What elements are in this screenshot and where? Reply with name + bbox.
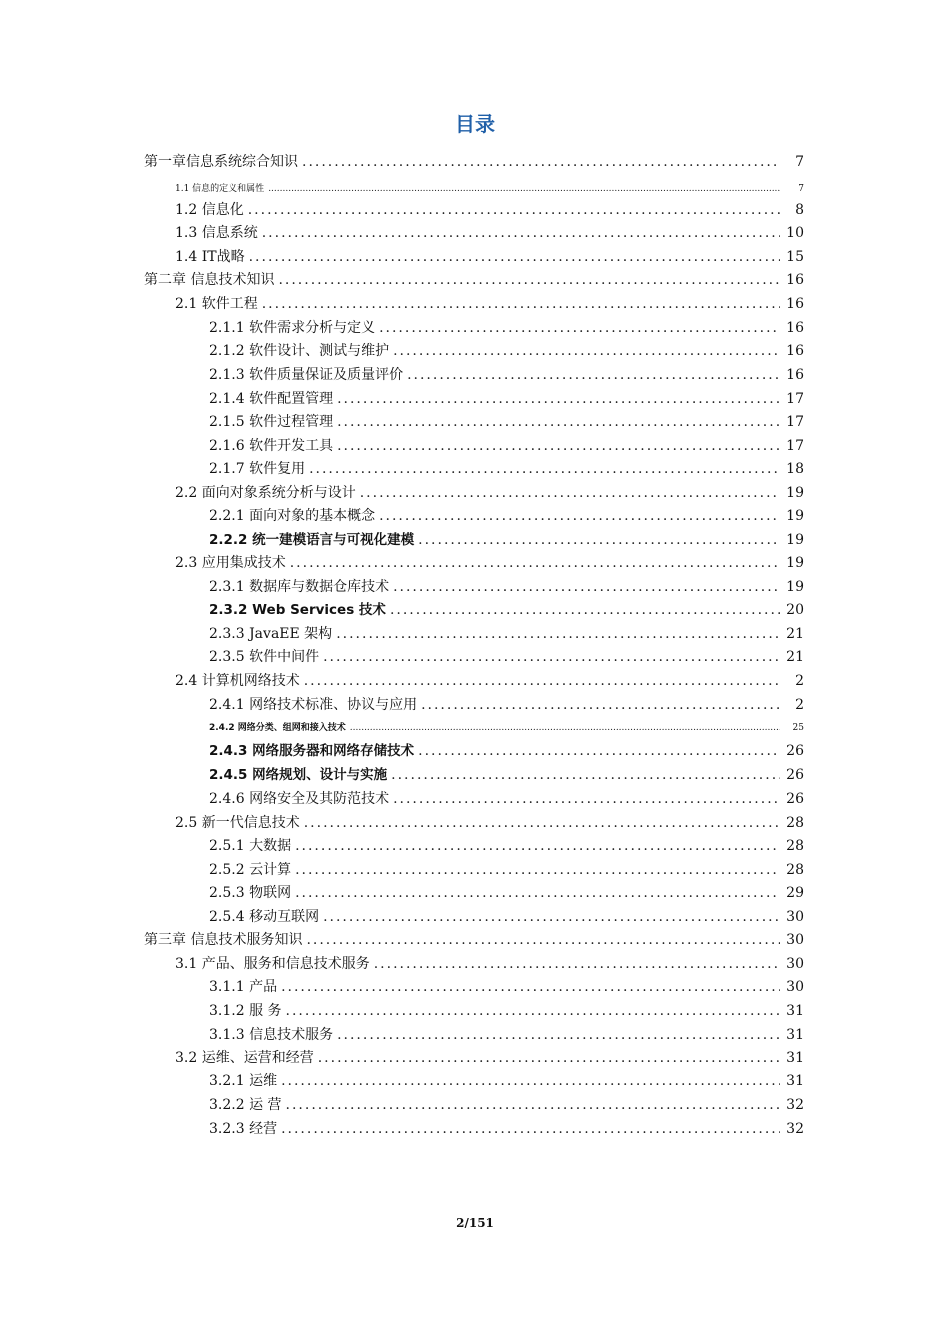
toc-leader-dots xyxy=(290,554,780,572)
toc-entry-label: 2.1.1 软件需求分析与定义 xyxy=(209,320,376,336)
toc-entry-page: 19 xyxy=(786,555,804,571)
toc-leader-dots xyxy=(418,531,780,549)
toc-entry-label: 2.5 新一代信息技术 xyxy=(175,815,300,831)
toc-entry-label: 3.1 产品、服务和信息技术服务 xyxy=(175,956,370,972)
toc-entry[interactable] xyxy=(175,291,804,313)
toc-entry-page: 19 xyxy=(786,485,804,501)
toc-entry-page: 29 xyxy=(786,885,804,901)
toc-entry[interactable] xyxy=(209,833,804,855)
toc-entry-label: 2.5.2 云计算 xyxy=(209,862,292,878)
toc-entry-page: 17 xyxy=(786,438,804,454)
toc-entry-label: 2.5.4 移动互联网 xyxy=(209,909,320,925)
toc-entry-page: 20 xyxy=(786,602,804,618)
toc-entry[interactable] xyxy=(209,738,804,760)
toc-entry-label: 1.4 IT战略 xyxy=(175,249,245,265)
toc-entry[interactable] xyxy=(144,149,804,171)
toc-leader-dots xyxy=(350,722,780,734)
toc-entry-page: 28 xyxy=(786,815,804,831)
page-number-footer: 2/151 xyxy=(456,1216,494,1230)
toc-entry[interactable] xyxy=(144,179,804,195)
toc-entry-page: 30 xyxy=(786,932,804,948)
toc-entry[interactable] xyxy=(209,644,804,666)
toc-leader-dots xyxy=(286,1096,780,1114)
toc-entry-page: 30 xyxy=(786,956,804,972)
toc-entry-label: 3.1.2 服 务 xyxy=(209,1003,282,1019)
toc-leader-dots xyxy=(304,672,780,690)
toc-leader-dots xyxy=(390,601,780,619)
toc-entry-page: 16 xyxy=(786,320,804,336)
toc-entry[interactable] xyxy=(175,810,804,832)
toc-entry-page: 2 xyxy=(795,697,804,713)
toc-entry[interactable] xyxy=(209,692,804,714)
toc-entry-label: 3.1.3 信息技术服务 xyxy=(209,1027,334,1043)
toc-leader-dots xyxy=(379,507,780,525)
toc-entry-page: 30 xyxy=(786,909,804,925)
toc-leader-dots xyxy=(391,766,780,784)
toc-entry[interactable] xyxy=(144,267,804,289)
toc-leader-dots xyxy=(262,295,780,313)
toc-leader-dots xyxy=(295,861,780,879)
toc-entry[interactable] xyxy=(209,597,804,619)
toc-entry[interactable] xyxy=(144,927,804,949)
toc-leader-dots xyxy=(304,814,780,832)
toc-leader-dots xyxy=(295,884,780,902)
toc-entry[interactable] xyxy=(175,480,804,502)
toc-entry-page: 16 xyxy=(786,296,804,312)
toc-entry-label: 1.3 信息系统 xyxy=(175,225,258,241)
toc-entry[interactable] xyxy=(209,456,804,478)
toc-entry-page: 8 xyxy=(795,202,804,218)
toc-entry-label: 2.4.1 网络技术标准、协议与应用 xyxy=(209,697,418,713)
toc-entry-page: 28 xyxy=(786,838,804,854)
toc-entry[interactable] xyxy=(209,386,804,408)
toc-entry[interactable] xyxy=(175,668,804,690)
toc-entry-label: 2.3.1 数据库与数据仓库技术 xyxy=(209,579,390,595)
toc-leader-dots xyxy=(318,1049,780,1067)
toc-entry[interactable] xyxy=(175,951,804,973)
toc-entry-label: 2.1.5 软件过程管理 xyxy=(209,414,334,430)
toc-entry[interactable] xyxy=(209,621,804,643)
toc-entry-label: 2.4.5 网络规划、设计与实施 xyxy=(209,767,388,783)
toc-entry-page: 19 xyxy=(786,579,804,595)
toc-entry[interactable] xyxy=(175,1045,804,1067)
toc-entry[interactable] xyxy=(209,433,804,455)
toc-entry-page: 21 xyxy=(786,649,804,665)
toc-entry-label: 2.1 软件工程 xyxy=(175,296,258,312)
toc-entry-label: 2.3 应用集成技术 xyxy=(175,555,286,571)
toc-entry[interactable] xyxy=(209,718,804,734)
toc-leader-dots xyxy=(337,437,780,455)
toc-leader-dots xyxy=(407,366,780,384)
toc-entry-page: 15 xyxy=(786,249,804,265)
toc-leader-dots xyxy=(379,319,780,337)
toc-leader-dots xyxy=(286,1002,780,1020)
toc-entry-page: 32 xyxy=(786,1097,804,1113)
toc-entry[interactable] xyxy=(209,1068,804,1090)
toc-leader-dots xyxy=(360,484,780,502)
toc-entry[interactable] xyxy=(209,1092,804,1114)
toc-leader-dots xyxy=(323,648,780,666)
toc-entry-label: 2.3.2 Web Services 技术 xyxy=(209,602,386,618)
toc-entry-page: 7 xyxy=(795,154,804,170)
toc-entry[interactable] xyxy=(209,786,804,808)
toc-entry[interactable] xyxy=(209,762,804,784)
toc-entry-label: 第三章 信息技术服务知识 xyxy=(144,932,303,948)
toc-entry-page: 30 xyxy=(786,979,804,995)
toc-entry-page: 10 xyxy=(786,225,804,241)
toc-entry[interactable] xyxy=(209,574,804,596)
toc-entry-label: 2.1.2 软件设计、测试与维护 xyxy=(209,343,390,359)
toc-leader-dots xyxy=(249,248,780,266)
toc-entry-page: 26 xyxy=(786,791,804,807)
toc-leader-dots xyxy=(278,271,780,289)
toc-entry-page: 17 xyxy=(786,391,804,407)
toc-entry-page: 31 xyxy=(786,1027,804,1043)
toc-entry-page: 31 xyxy=(786,1003,804,1019)
toc-entry-page: 17 xyxy=(786,414,804,430)
toc-entry-label: 1.2 信息化 xyxy=(175,202,244,218)
toc-leader-dots xyxy=(337,413,780,431)
toc-entry-page: 32 xyxy=(786,1121,804,1137)
toc-entry-label: 2.3.5 软件中间件 xyxy=(209,649,320,665)
toc-entry[interactable] xyxy=(209,503,804,525)
toc-entry-page: 7 xyxy=(798,184,804,194)
toc-leader-dots xyxy=(302,153,780,171)
toc-entry[interactable] xyxy=(209,880,804,902)
toc-entry-label: 第一章信息系统综合知识 xyxy=(144,154,298,170)
toc-entry-page: 19 xyxy=(786,532,804,548)
toc-leader-dots xyxy=(281,978,780,996)
toc-entry-page: 16 xyxy=(786,343,804,359)
toc-entry[interactable] xyxy=(209,527,804,549)
toc-entry[interactable] xyxy=(209,904,804,926)
toc-leader-dots xyxy=(248,201,780,219)
toc-entry[interactable] xyxy=(175,197,804,219)
toc-leader-dots xyxy=(374,955,780,973)
page-title: 目录 xyxy=(455,112,495,136)
toc-entry-label: 2.1.7 软件复用 xyxy=(209,461,306,477)
toc-entry-label: 3.2 运维、运营和经营 xyxy=(175,1050,314,1066)
toc-entry[interactable] xyxy=(209,1116,804,1138)
toc-entry[interactable] xyxy=(175,550,804,572)
toc-entry-label: 3.2.1 运维 xyxy=(209,1073,278,1089)
toc-leader-dots xyxy=(295,837,780,855)
toc-leader-dots xyxy=(306,931,780,949)
toc-leader-dots xyxy=(393,342,780,360)
toc-leader-dots xyxy=(281,1120,780,1138)
toc-entry-label: 2.4.2 网络分类、组网和接入技术 xyxy=(209,723,346,733)
toc-entry-page: 31 xyxy=(786,1050,804,1066)
toc-leader-dots xyxy=(268,183,780,195)
toc-entry-label: 2.5.3 物联网 xyxy=(209,885,292,901)
toc-entry[interactable] xyxy=(209,857,804,879)
toc-entry[interactable] xyxy=(209,338,804,360)
toc-entry[interactable] xyxy=(175,220,804,242)
toc-leader-dots xyxy=(421,696,780,714)
toc-entry-label: 2.2.2 统一建模语言与可视化建模 xyxy=(209,532,415,548)
toc-entry-label: 2.1.6 软件开发工具 xyxy=(209,438,334,454)
toc-leader-dots xyxy=(262,224,780,242)
toc-entry-label: 2.2.1 面向对象的基本概念 xyxy=(209,508,376,524)
toc-leader-dots xyxy=(336,625,780,643)
toc-entry[interactable] xyxy=(209,315,804,337)
toc-entry-label: 1.1 信息的定义和属性 xyxy=(175,184,265,194)
toc-entry-label: 2.5.1 大数据 xyxy=(209,838,292,854)
toc-leader-dots xyxy=(337,1026,780,1044)
toc-entry[interactable] xyxy=(209,998,804,1020)
toc-entry-page: 26 xyxy=(786,767,804,783)
toc-entry-page: 2 xyxy=(795,673,804,689)
toc-entry-label: 3.1.1 产品 xyxy=(209,979,278,995)
toc-entry-label: 2.2 面向对象系统分析与设计 xyxy=(175,485,356,501)
toc-entry-page: 28 xyxy=(786,862,804,878)
toc-entry[interactable] xyxy=(209,362,804,384)
toc-leader-dots xyxy=(393,578,780,596)
toc-leader-dots xyxy=(337,390,780,408)
toc-entry-page: 16 xyxy=(786,272,804,288)
toc-entry-page: 25 xyxy=(792,723,804,733)
toc-leader-dots xyxy=(393,790,780,808)
toc-entry[interactable] xyxy=(209,1022,804,1044)
toc-entry-page: 26 xyxy=(786,743,804,759)
toc-entry-label: 3.2.3 经营 xyxy=(209,1121,278,1137)
toc-entry-label: 2.1.4 软件配置管理 xyxy=(209,391,334,407)
toc-entry-label: 2.1.3 软件质量保证及质量评价 xyxy=(209,367,404,383)
toc-leader-dots xyxy=(418,742,780,760)
toc-entry-page: 16 xyxy=(786,367,804,383)
toc-entry-label: 第二章 信息技术知识 xyxy=(144,272,275,288)
toc-leader-dots xyxy=(323,908,780,926)
toc-entry-page: 19 xyxy=(786,508,804,524)
toc-entry-label: 2.3.3 JavaEE 架构 xyxy=(209,626,333,642)
toc-entry-page: 18 xyxy=(786,461,804,477)
toc-entry-label: 2.4.6 网络安全及其防范技术 xyxy=(209,791,390,807)
toc-leader-dots xyxy=(309,460,780,478)
toc-entry[interactable] xyxy=(209,409,804,431)
toc-entry-page: 31 xyxy=(786,1073,804,1089)
toc-entry-label: 2.4 计算机网络技术 xyxy=(175,673,300,689)
toc-leader-dots xyxy=(281,1072,780,1090)
toc-entry-label: 3.2.2 运 营 xyxy=(209,1097,282,1113)
toc-entry[interactable] xyxy=(175,244,804,266)
toc-entry-label: 2.4.3 网络服务器和网络存储技术 xyxy=(209,743,415,759)
toc-entry-page: 21 xyxy=(786,626,804,642)
toc-entry[interactable] xyxy=(209,974,804,996)
